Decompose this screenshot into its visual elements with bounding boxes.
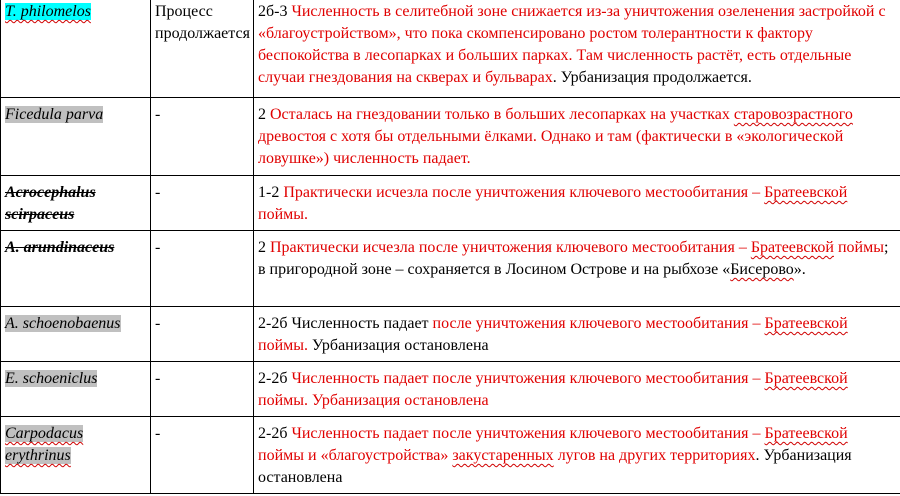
score: 2б-3 <box>258 3 288 20</box>
description-red: Практически исчезла после уничтожения ключевого местообитания – <box>283 184 765 201</box>
process-cell: - <box>151 98 254 176</box>
species-cell <box>1 307 151 362</box>
description-underlined-2: закустаренных <box>452 447 554 464</box>
description-black-2: ». <box>793 261 806 278</box>
score: 2-2б <box>258 315 288 332</box>
species-cell <box>1 417 151 494</box>
process-cell: Процесс продолжается <box>151 0 254 98</box>
process-cell: - <box>151 176 254 231</box>
description-red-2: поймы и «благоустройства» <box>258 447 453 464</box>
process-cell: - <box>151 231 254 307</box>
description-black: . Урбанизация продолжается. <box>552 69 752 86</box>
description-red-2: поймы <box>833 239 884 256</box>
description-red-2: поймы. <box>258 337 308 354</box>
description-red: Численность падает после уничтожения ключевого местообитания – <box>291 370 765 387</box>
description-cell <box>254 362 900 417</box>
species-name-line2: scirpaceus <box>5 206 75 223</box>
description-black: ; в пригородной зоне – сохраняется в Лосином Острове и на рыбхозе « <box>258 239 889 278</box>
table-row <box>1 98 900 176</box>
species-name: Ficedula parva <box>5 106 104 123</box>
description-red-2: древостоя с хотя бы отдельными ёлками. Однако и там (фактически в «экологической ловушке») численность падает. <box>258 128 844 167</box>
species-cell <box>1 362 151 417</box>
description-black: . Урбанизация остановлена <box>258 447 852 486</box>
table-row <box>1 231 900 307</box>
description-red-2: поймы. <box>258 206 308 223</box>
description-red: после уничтожения ключевого местообитания – <box>432 315 765 332</box>
description-underlined: Братеевской <box>764 370 848 387</box>
description-cell <box>254 417 900 494</box>
score: 1-2 <box>258 184 280 201</box>
score: 2-2б <box>258 370 288 387</box>
species-name: T. philomelos <box>5 3 91 20</box>
species-cell <box>1 98 151 176</box>
species-name-line1: Carpodacus <box>5 425 84 442</box>
process-cell: - <box>151 362 254 417</box>
description-red-2: омпенсировано ростом толерантности к фактору беспокойства в лесопарках и больших парках. Там численность растёт, есть отдельные случаи гнездования на скверах и бульварах <box>258 25 852 86</box>
species-name: A. schoenobaenus <box>5 315 121 332</box>
description-red: Численность падает после уничтожения ключевого местообитания – <box>291 425 765 442</box>
species-cell <box>1 0 151 98</box>
description-black: Урбанизация остановлена <box>308 337 489 354</box>
table-row <box>1 307 900 362</box>
table-row <box>1 362 900 417</box>
description-black-0: Численность падает <box>291 315 433 332</box>
description-cell <box>254 176 900 231</box>
description-red: Практически исчезла после уничтожения ключевого местообитания – <box>270 239 751 256</box>
description-red-2: поймы. Урбанизация остановлена <box>258 392 489 409</box>
description-underlined: Братеевской <box>764 425 848 442</box>
description-underlined: Братеевской <box>764 315 848 332</box>
description-cell <box>254 307 900 362</box>
description-red: Осталась на гнездовании только в больших лесопарках на участках <box>270 106 734 123</box>
description-cell <box>254 231 900 307</box>
species-name: E. schoeniclus <box>5 370 98 387</box>
species-name-line2: erythrinus <box>5 447 71 464</box>
table-row <box>1 176 900 231</box>
species-cell <box>1 231 151 307</box>
description-underlined: Братеевской <box>764 184 848 201</box>
description-cell <box>254 98 900 176</box>
description-underlined-2: Бисерово <box>730 261 794 278</box>
score: 2-2б <box>258 425 288 442</box>
score: 2 <box>258 106 266 123</box>
process-cell: - <box>151 307 254 362</box>
process-cell: - <box>151 417 254 494</box>
description-red-3: лугов на других территориях <box>553 447 756 464</box>
description-cell <box>254 0 900 98</box>
species-cell <box>1 176 151 231</box>
score: 2 <box>258 239 266 256</box>
description-underlined: старовозрастного <box>733 106 853 123</box>
species-name-line1: Acrocephalus <box>5 184 96 201</box>
table-row <box>1 0 900 98</box>
description-underlined: Братеевской <box>750 239 834 256</box>
description-red: Численность в селитебной зоне снижается из-за уничтожения озеленения застройкой с «благоустройством», что пока ск <box>258 3 886 42</box>
species-name: A. arundinaceus <box>5 239 115 256</box>
table-row <box>1 417 900 494</box>
